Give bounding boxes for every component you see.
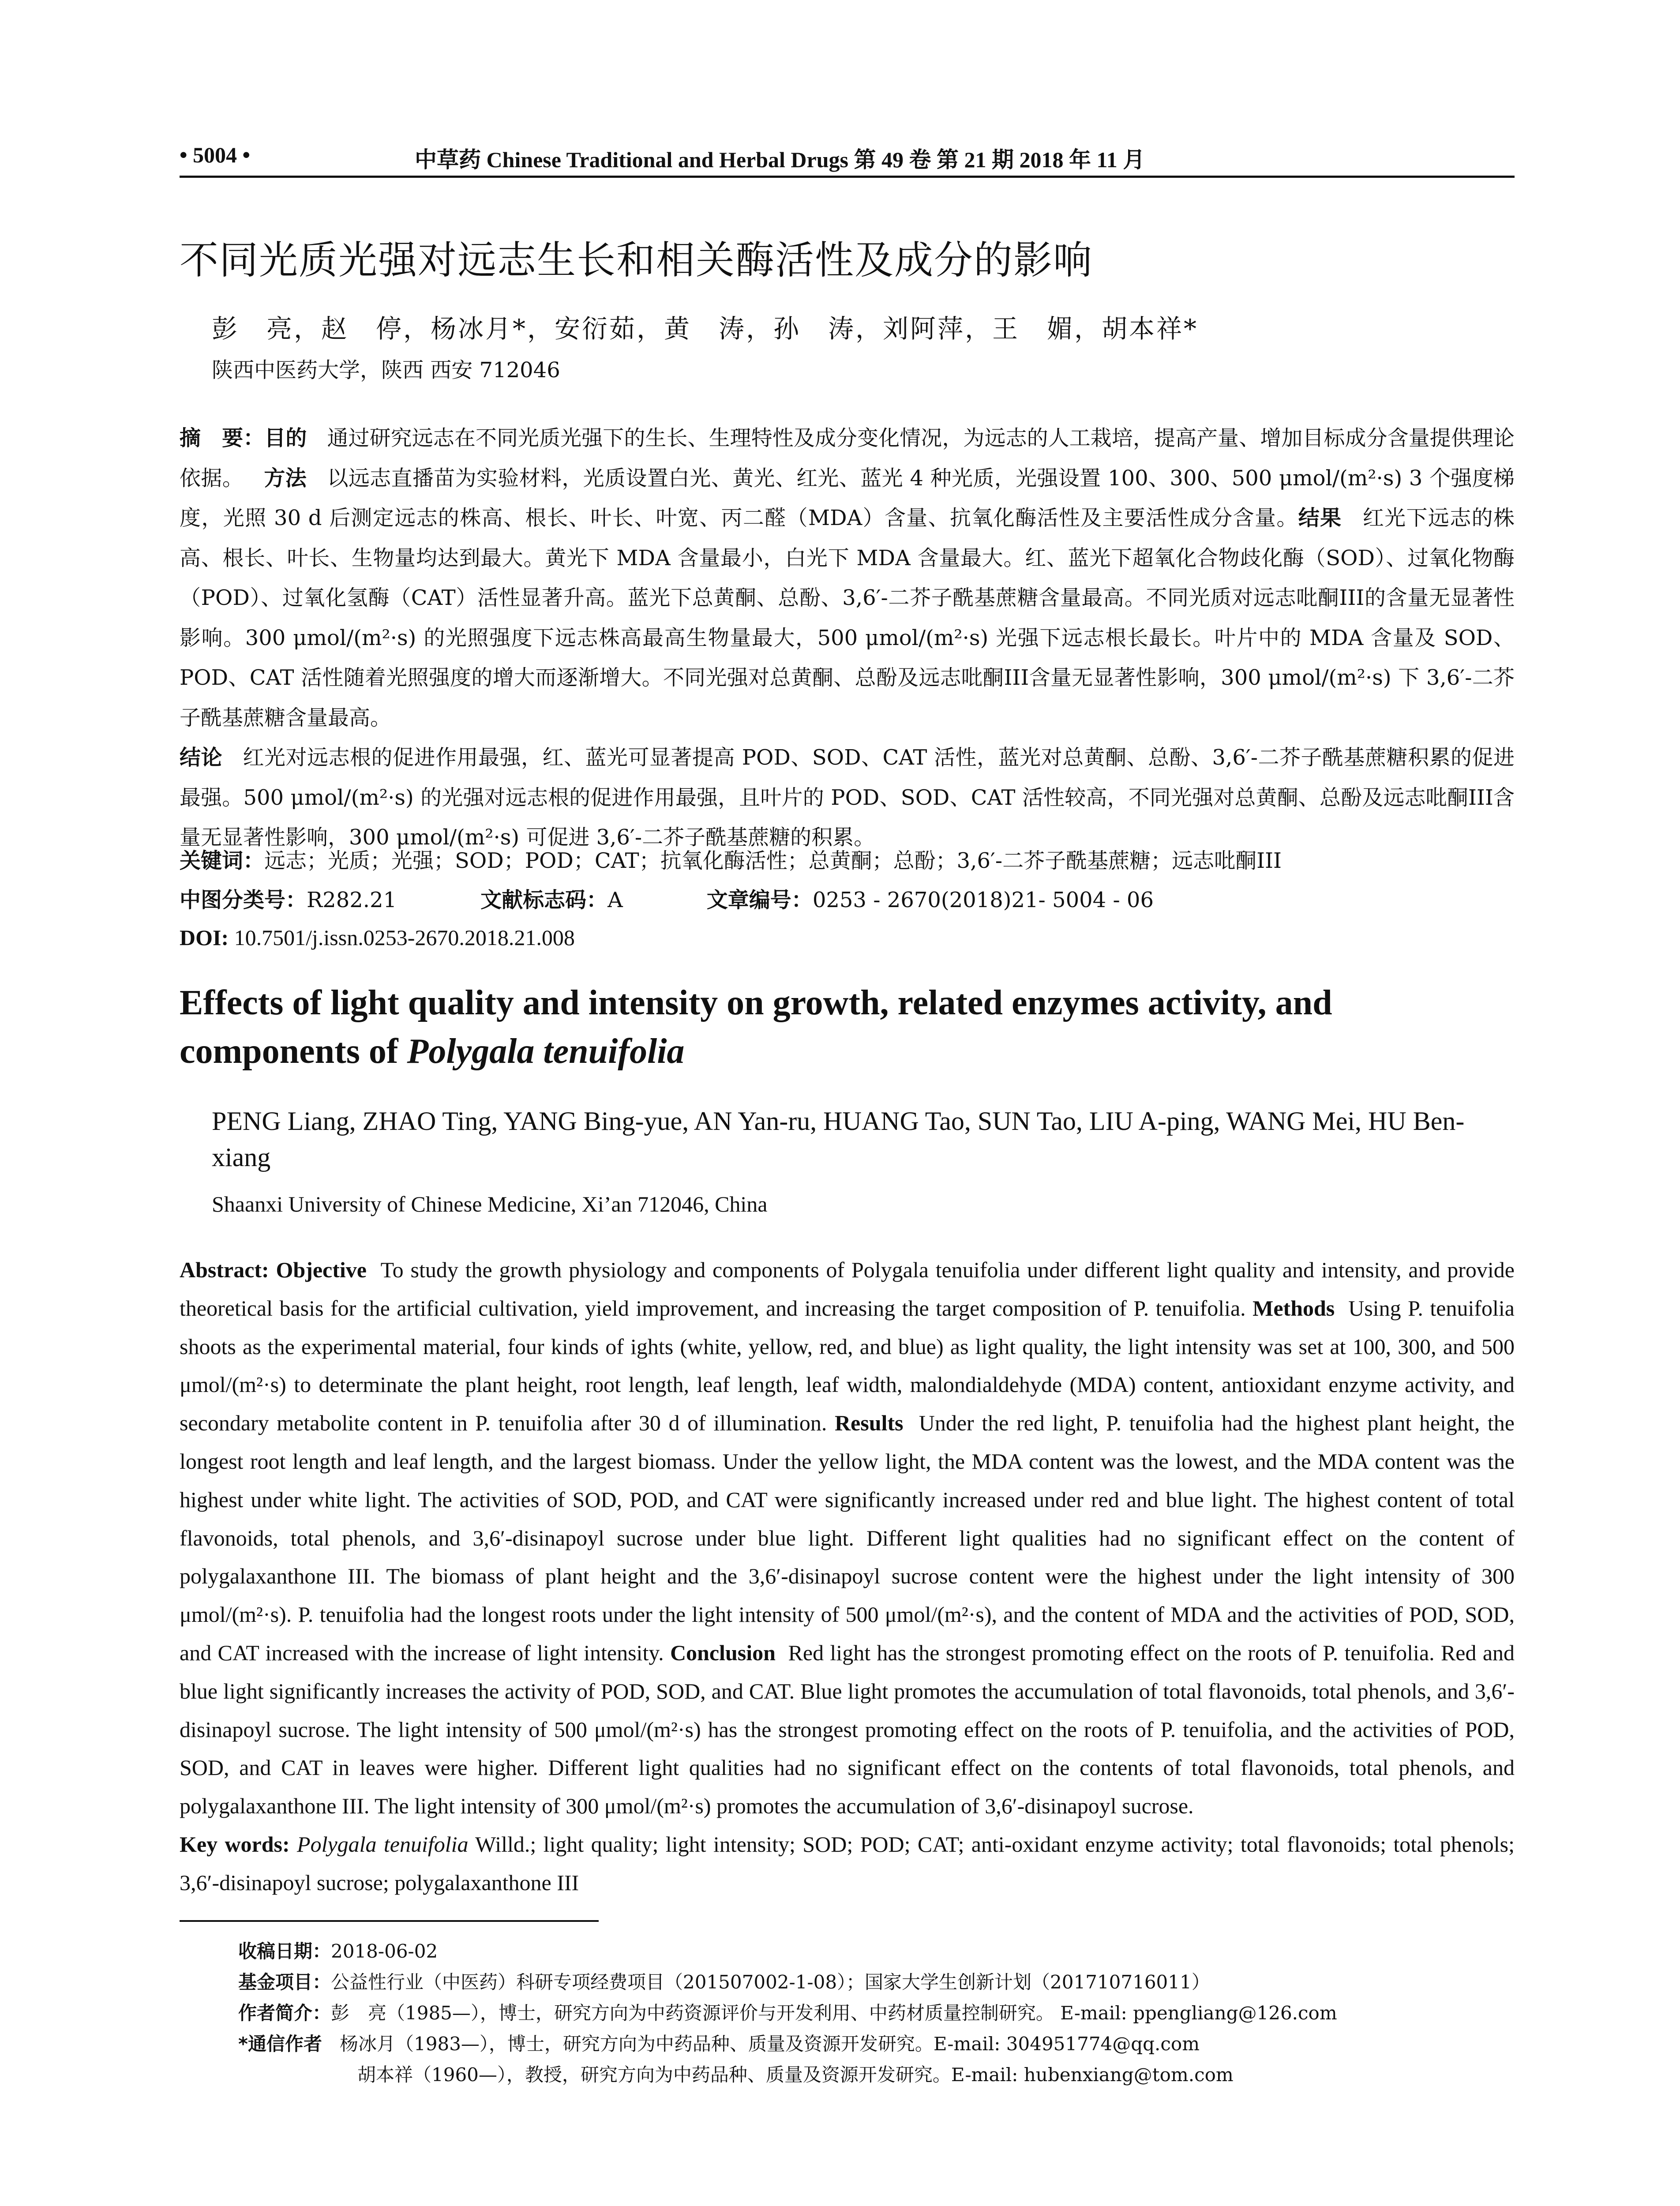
en-keywords-species: Polygala tenuifolia [297, 1831, 469, 1857]
fund-label: 基金项目： [238, 1971, 331, 1993]
cn-results-label: 结果 [1298, 506, 1342, 530]
cn-results: 红光下远志的株高、根长、叶长、生物量均达到最大。黄光下 MDA 含量最小，白光下 MDA 含量最大。红、蓝光下超氧化合物歧化酶（SOD）、过氧化物酶（POD）、过氧化氢酶（CAT）活性显著升高。蓝光下总黄酮、总酚、3,6′-二芥子酰基蔗糖含量最高。不同光质对远志吡酮III的含量无显著性影响。300 μmol/(m²·s) 的光照强度下远志株高最高生物量最大，500 μmol/(m²·s) 光强下远志根长最长。叶片中的 MDA 含量及 SOD、POD、CAT 活性随着光照强度的增大而逐渐增大。不同光强对总黄酮、总酚及远志吡酮III含量无显著性影响，300 μmol/(m²·s) 下 3,6′-二芥子酰基蔗糖含量最高。 [180, 506, 1515, 730]
cn-authors: 彭 亮，赵 停，杨冰月*，安衍茹，黄 涛，孙 涛，刘阿萍，王 媚，胡本祥* [212, 314, 1199, 344]
en-results: Under the red light, P. tenuifolia had the highest plant height, the longest root length and leaf length, and the largest biomass. Under the yellow light, the MDA content was the lowest, and the MDA content was the highest under white light. The activities of SOD, POD, and CAT were significantly increased under red and blue light. The highest content of total flavonoids, total phenols, and 3,6′-disinapoyl sucrose under blue light. Different light qualities had no significant effect on the content of polygalaxanthone III. The biomass of plant height and the 3,6′-disinapoyl sucrose content were the highest under the light intensity of 300 μmol/(m²·s). P. tenuifolia had the longest roots under the light intensity of 500 μmol/(m²·s), and the content of MDA and the activities of POD, SOD, and CAT increased with the increase of light intensity. [180, 1411, 1515, 1665]
cn-objective: 通过研究远志在不同光质光强下的生长、生理特性及成分变化情况，为远志的人工栽培，提高产量、增加目标成分含量提供理论依据。 [180, 426, 1515, 491]
en-title-species: Polygala tenuifolia [407, 1032, 685, 1071]
footnote-rule [180, 1920, 599, 1922]
cn-methods-label: 方法 [264, 465, 307, 491]
footnote-fund [238, 1968, 1210, 1994]
en-conclusion: Red light has the strongest promoting effect on the roots of P. tenuifolia. Red and blue light significantly increases the activity of POD, SOD, and CAT. Blue light promotes the accumulation of total flavonoids, total phenols, and 3,6′-disinapoyl sucrose. The light intensity of 500 μmol/(m²·s) has the strongest promoting effect on the roots of P. tenuifolia, and the activities of POD, SOD, and CAT in leaves were higher. Different light qualities had no significant effect on the contents of total flavonoids, total phenols, and polygalaxanthone III. The light intensity of 300 μmol/(m²·s) promotes the accumulation of 3,6′-disinapoyl sucrose. [180, 1640, 1515, 1819]
en-objective: To study the growth physiology and components of Polygala tenuifolia under different light quality and intensity, and provide theoretical basis for the artificial cultivation, yield improvement, and increasing the target composition of P. tenuifolia. [180, 1257, 1515, 1321]
corr-value-1: 杨冰月（1983—），博士，研究方向为中药品种、质量及资源开发研究。E-mail: 304951774@qq.com [340, 2033, 1200, 2055]
article-value: 0253 - 2670(2018)21- 5004 - 06 [812, 888, 1154, 912]
article-label: 文章编号： [706, 888, 813, 912]
en-authors: PENG Liang, ZHAO Ting, YANG Bing-yue, AN Yan-ru, HUANG Tao, SUN Tao, LIU A-ping, WANG Mei, HU Ben-xiang [212, 1107, 1465, 1172]
en-title-text: Effects of light quality and intensity on growth, related enzymes activity, and components of [180, 983, 1332, 1071]
footnote-corresponding-2: 胡本祥（1960—），教授，研究方向为中药品种、质量及资源开发研究。E-mail: hubenxiang@tom.com [357, 2064, 1234, 2086]
clc-label: 中图分类号： [180, 888, 307, 912]
received-label: 收稿日期： [238, 1940, 331, 1962]
en-methods: Using P. tenuifolia shoots as the experimental material, four kinds of ights (white, yellow, red, and blue) as light quality, the light intensity was set at 100, 300, and 500 μmol/(m²·s) to determinate the plant height, root length, leaf length, leaf width, malondialdehyde (MDA) content, antioxidant enzyme activity, and secondary metabolite content in P. tenuifolia after 30 d of illumination. [180, 1295, 1515, 1436]
cn-keywords [180, 841, 1515, 881]
clc-value: R282.21 [307, 888, 397, 912]
en-affiliation: Shaanxi University of Chinese Medicine, Xi’an 712046, China [212, 1192, 768, 1216]
cn-conclusion: 红光对远志根的促进作用最强，红、蓝光可显著提高 POD、SOD、CAT 活性，蓝光对总黄酮、总酚、3,6′-二芥子酰基蔗糖积累的促进最强。500 μmol/(m²·s) 的光强对远志根的促进作用最强，且叶片的 POD、SOD、CAT 活性较高，不同光强对总黄酮、总酚及远志吡酮III含量无显著性影响，300 μmol/(m²·s) 可促进 3,6′-二芥子酰基蔗糖的积累。 [180, 745, 1515, 850]
cn-abstract [180, 418, 1515, 858]
en-abstract-label: Abstract: Objective [180, 1257, 367, 1282]
en-title [180, 979, 1515, 1076]
en-abstract [180, 1251, 1515, 1902]
en-conclusion-label: Conclusion [670, 1640, 776, 1665]
doccode-value: A [608, 888, 623, 912]
cn-keywords-label: 关键词： [180, 848, 265, 873]
cn-affiliation: 陕西中医药大学，陕西 西安 712046 [212, 358, 560, 383]
corr-label: *通信作者 [238, 2033, 322, 2055]
fund-value: 公益性行业（中医药）科研专项经费项目（201507002-1-08）；国家大学生创新计划（201710716011） [331, 1971, 1210, 1993]
en-keywords-label: Key words: [180, 1831, 290, 1857]
footnote-author [238, 1999, 1337, 2025]
en-methods-label: Methods [1252, 1295, 1335, 1321]
doccode-label: 文献标志码： [480, 888, 608, 912]
journal-header: 中草药 Chinese Traditional and Herbal Drugs 第 49 卷 第 21 期 2018 年 11 月 [415, 147, 1145, 172]
doi-value: 10.7501/j.issn.0253-2670.2018.21.008 [234, 925, 575, 950]
cn-conclusion-label: 结论 [180, 745, 222, 770]
cn-keywords-text: 远志；光质；光强；SOD；POD；CAT；抗氧化酶活性；总黄酮；总酚；3,6′-二芥子酰基蔗糖；远志吡酮III [264, 848, 1282, 873]
author-label: 作者简介： [238, 2002, 331, 2024]
footnote-received [238, 1937, 438, 1963]
doi-label: DOI: [180, 925, 229, 950]
en-keywords-text: Willd.; light quality; light intensity; SOD; POD; CAT; anti-oxidant enzyme activity; total flavonoids; total phenols; 3,6′-disinapoyl sucrose; polygalaxanthone III [180, 1831, 1515, 1895]
cn-methods: 以远志直播苗为实验材料，光质设置白光、黄光、红光、蓝光 4 种光质，光强设置 100、300、500 μmol/(m²·s) 3 个强度梯度，光照 30 d 后测定远志的株高、根长、叶长、叶宽、丙二醛（MDA）含量、抗氧化酶活性及主要活性成分含量。 [180, 465, 1515, 530]
cn-abstract-label: 摘 要：目的 [180, 426, 307, 450]
footnote-corresponding [238, 2030, 1200, 2056]
received-value: 2018-06-02 [331, 1940, 438, 1962]
page-number: • 5004 • [180, 143, 251, 167]
header-rule [180, 176, 1515, 178]
doi-line [180, 918, 1515, 958]
en-results-label: Results [834, 1411, 904, 1436]
author-value: 彭 亮（1985—），博士，研究方向为中药资源评价与开发利用、中药材质量控制研究。 E-mail: ppengliang@126.com [331, 2002, 1337, 2024]
cn-title: 不同光质光强对远志生长和相关酶活性及成分的影响 [180, 237, 1093, 283]
cn-classification [180, 880, 1515, 920]
